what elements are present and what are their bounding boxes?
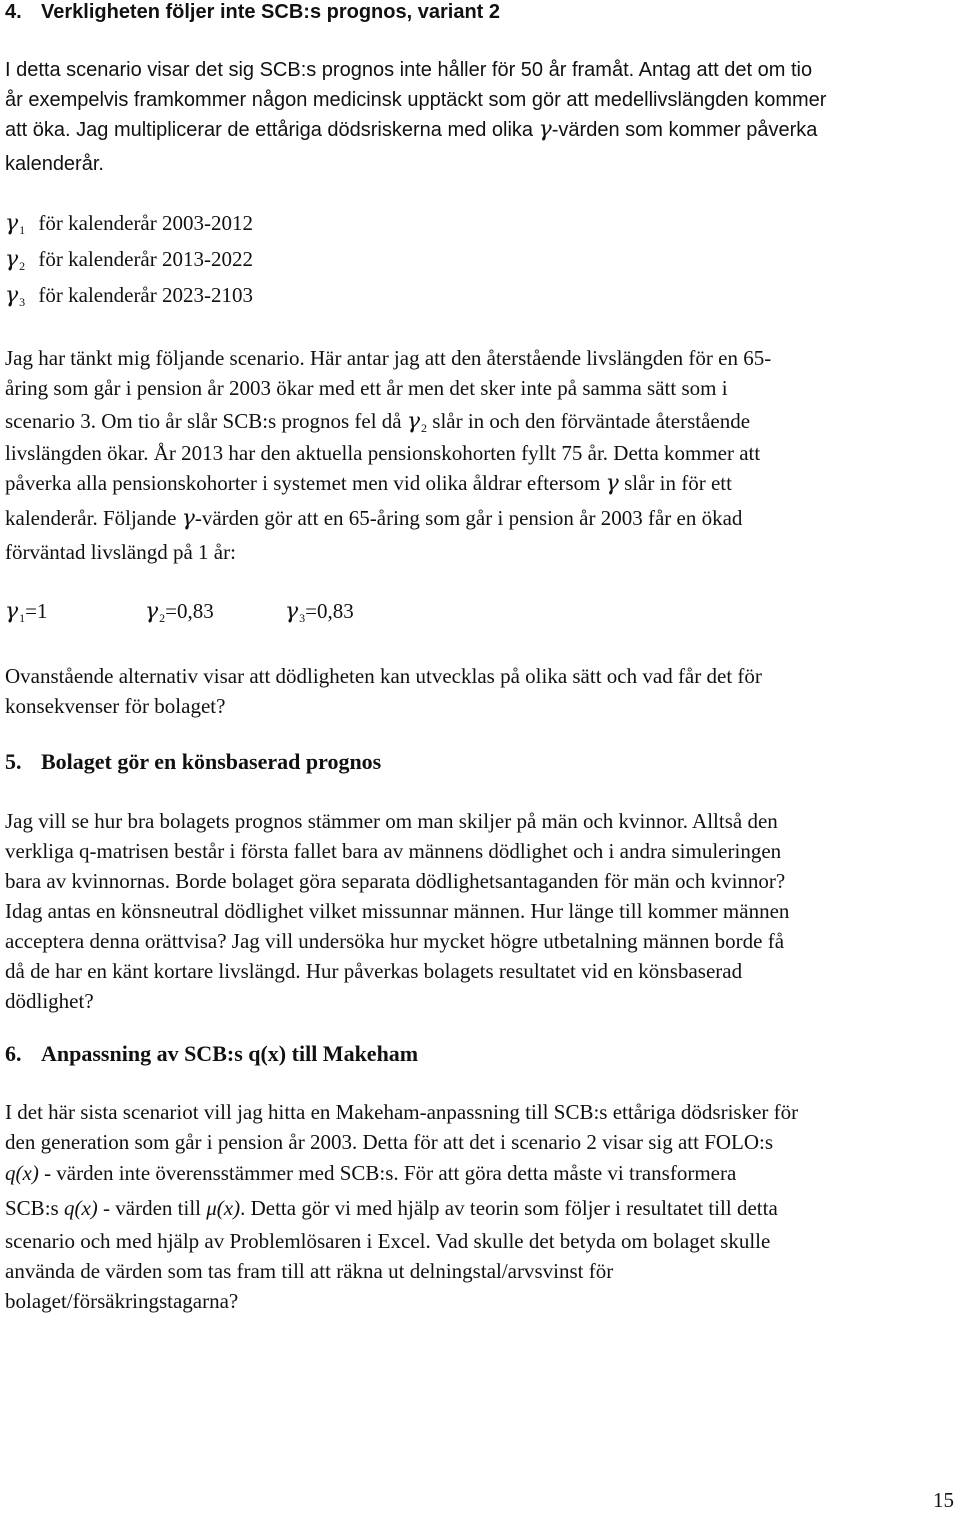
period-text: för kalenderår 2013-2022 xyxy=(38,247,253,271)
s4-p2-line1: Jag har tänkt mig följande scenario. Här antar jag att den återstående livslängden för en 65- xyxy=(5,346,772,370)
s6-line4 xyxy=(5,1193,778,1223)
gamma-symbol: γ xyxy=(5,283,19,308)
gamma-period-1 xyxy=(5,208,253,245)
text-segment: påverka alla pensionskohorter i systemet men vid olika åldrar eftersom xyxy=(5,471,601,495)
s6-line7: bolaget/försäkringstagarna? xyxy=(5,1289,239,1313)
gamma-value: =1 xyxy=(25,599,48,623)
s6-line6: använda de värden som tas fram till att räkna ut delningstal/arvsvinst för xyxy=(5,1259,614,1283)
gamma-subscript: 3 xyxy=(299,611,306,625)
text-segment: -värden som kommer påverka xyxy=(551,119,818,141)
s4-p2-line4: livslängden ökar. År 2013 har den aktuella pensionskohorten fyllt 75 år. Detta kommer att xyxy=(5,441,761,465)
s5-line2: verkliga q-matrisen består i första fallet bara av männens dödlighet och i andra simuleringen xyxy=(5,839,782,863)
gamma-value: =0,83 xyxy=(165,599,214,623)
page-number: 15 xyxy=(933,1488,954,1512)
text-segment: scenario 3. Om tio år slår SCB:s prognos fel då xyxy=(5,409,402,433)
period-text: för kalenderår 2023-2103 xyxy=(38,283,253,307)
period-text: för kalenderår 2003-2012 xyxy=(38,211,253,235)
gamma-symbol: γ xyxy=(5,247,19,272)
s4-p2-line2: åring som går i pension år 2003 ökar med ett år men det sker inte på samma sätt som i xyxy=(5,376,728,400)
gamma-symbol: γ xyxy=(181,506,195,531)
s4-p3-line1: Ovanstående alternativ visar att dödligheten kan utvecklas på olika sätt och vad får det för xyxy=(5,664,762,688)
gamma-symbol: γ xyxy=(406,409,421,434)
s5-line3: bara av kvinnornas. Borde bolaget göra separata dödlighetsantaganden för män och kvinnor? xyxy=(5,869,786,893)
s6-line1: I det här sista scenariot vill jag hitta en Makeham-anpassning till SCB:s ettåriga dödsrisker för xyxy=(5,1100,799,1124)
s4-p1-line1: I detta scenario visar det sig SCB:s prognos inte håller för 50 år framåt. Antag att det om tio xyxy=(5,59,813,81)
gamma-symbol: γ xyxy=(538,117,552,142)
s4-p2-line5 xyxy=(5,468,732,499)
text-segment: att öka. Jag multiplicerar de ettåriga dödsriskerna med olika xyxy=(5,119,534,141)
s6-line2: den generation som går i pension år 2003. Detta för att det i scenario 2 visar sig att FOLO:s xyxy=(5,1130,774,1154)
section-number: 6. xyxy=(5,1041,22,1066)
gamma-symbol: γ xyxy=(5,211,19,236)
s4-p3-line2: konsekvenser för bolaget? xyxy=(5,694,226,718)
section-title: Anpassning av SCB:s q(x) till Makeham xyxy=(41,1041,419,1066)
s6-line5: scenario och med hjälp av Problemlösaren i Excel. Vad skulle det betyda om bolaget skulle xyxy=(5,1229,771,1253)
s4-p1-line2: år exempelvis framkommer någon medicinsk upptäckt som gör att medellivslängden kommer xyxy=(5,89,827,111)
gamma-value: =0,83 xyxy=(305,599,354,623)
s5-line4: Idag antas en könsneutral dödlighet vilket missunnar männen. Hur länge till kommer männen xyxy=(5,899,790,923)
gamma-subscript: 3 xyxy=(19,295,26,309)
s5-line6: då de har en känt kortare livslängd. Hur påverkas bolagets resultatet vid en könsbaserad xyxy=(5,959,743,983)
qx-math: q(x) xyxy=(63,1196,98,1220)
s6-line3 xyxy=(5,1158,736,1188)
s4-p2-line6 xyxy=(5,503,742,534)
text-segment: -värden gör att en 65-åring som går i pension år 2003 får en ökad xyxy=(194,506,743,530)
gamma-value-2 xyxy=(145,596,214,633)
text-segment: SCB:s xyxy=(5,1196,59,1220)
gamma-subscript: 1 xyxy=(19,611,26,625)
s5-line1: Jag vill se hur bra bolagets prognos stämmer om man skiljer på män och kvinnor. Alltså den xyxy=(5,809,778,833)
section-4-heading xyxy=(5,0,500,27)
gamma-period-2 xyxy=(5,244,253,281)
gamma-period-3 xyxy=(5,280,253,317)
section-number: 4. xyxy=(5,1,22,23)
gamma-subscript: 2 xyxy=(159,611,166,625)
gamma-symbol: γ xyxy=(5,599,19,624)
section-title: Verkligheten följer inte SCB:s prognos, variant 2 xyxy=(41,1,500,23)
s5-line5: acceptera denna orättvisa? Jag vill undersöka hur mycket högre utbetalning männen borde få xyxy=(5,929,785,953)
section-5-heading xyxy=(5,747,381,777)
s5-line7: dödlighet? xyxy=(5,989,94,1013)
s4-p1-line3 xyxy=(5,115,817,145)
qx-math: q(x) xyxy=(5,1161,39,1185)
gamma-value-3 xyxy=(285,596,354,633)
section-title: Bolaget gör en könsbaserad prognos xyxy=(41,749,382,774)
section-6-heading xyxy=(5,1039,418,1069)
mux-math: μ(x) xyxy=(206,1196,241,1220)
text-segment: slår in för ett xyxy=(624,471,732,495)
s4-p2-line7: förväntad livslängd på 1 år: xyxy=(5,540,236,564)
text-segment: . Detta gör vi med hjälp av teorin som följer i resultatet till detta xyxy=(240,1196,778,1220)
s4-p1-line4: kalenderår. xyxy=(5,153,104,175)
text-segment: - värden till xyxy=(103,1196,201,1220)
gamma-symbol: γ xyxy=(285,599,299,624)
gamma-subscript: 2 xyxy=(19,259,26,273)
gamma-subscript: 2 xyxy=(421,421,428,435)
section-number: 5. xyxy=(5,749,22,774)
gamma-subscript: 1 xyxy=(19,223,26,237)
gamma-symbol: γ xyxy=(605,471,619,496)
text-segment: - värden inte överensstämmer med SCB:s. För att göra detta måste vi transformera xyxy=(44,1161,737,1185)
text-segment: slår in och den förväntade återstående xyxy=(432,409,751,433)
gamma-symbol: γ xyxy=(145,599,159,624)
text-segment: kalenderår. Följande xyxy=(5,506,177,530)
gamma-value-1 xyxy=(5,596,48,633)
